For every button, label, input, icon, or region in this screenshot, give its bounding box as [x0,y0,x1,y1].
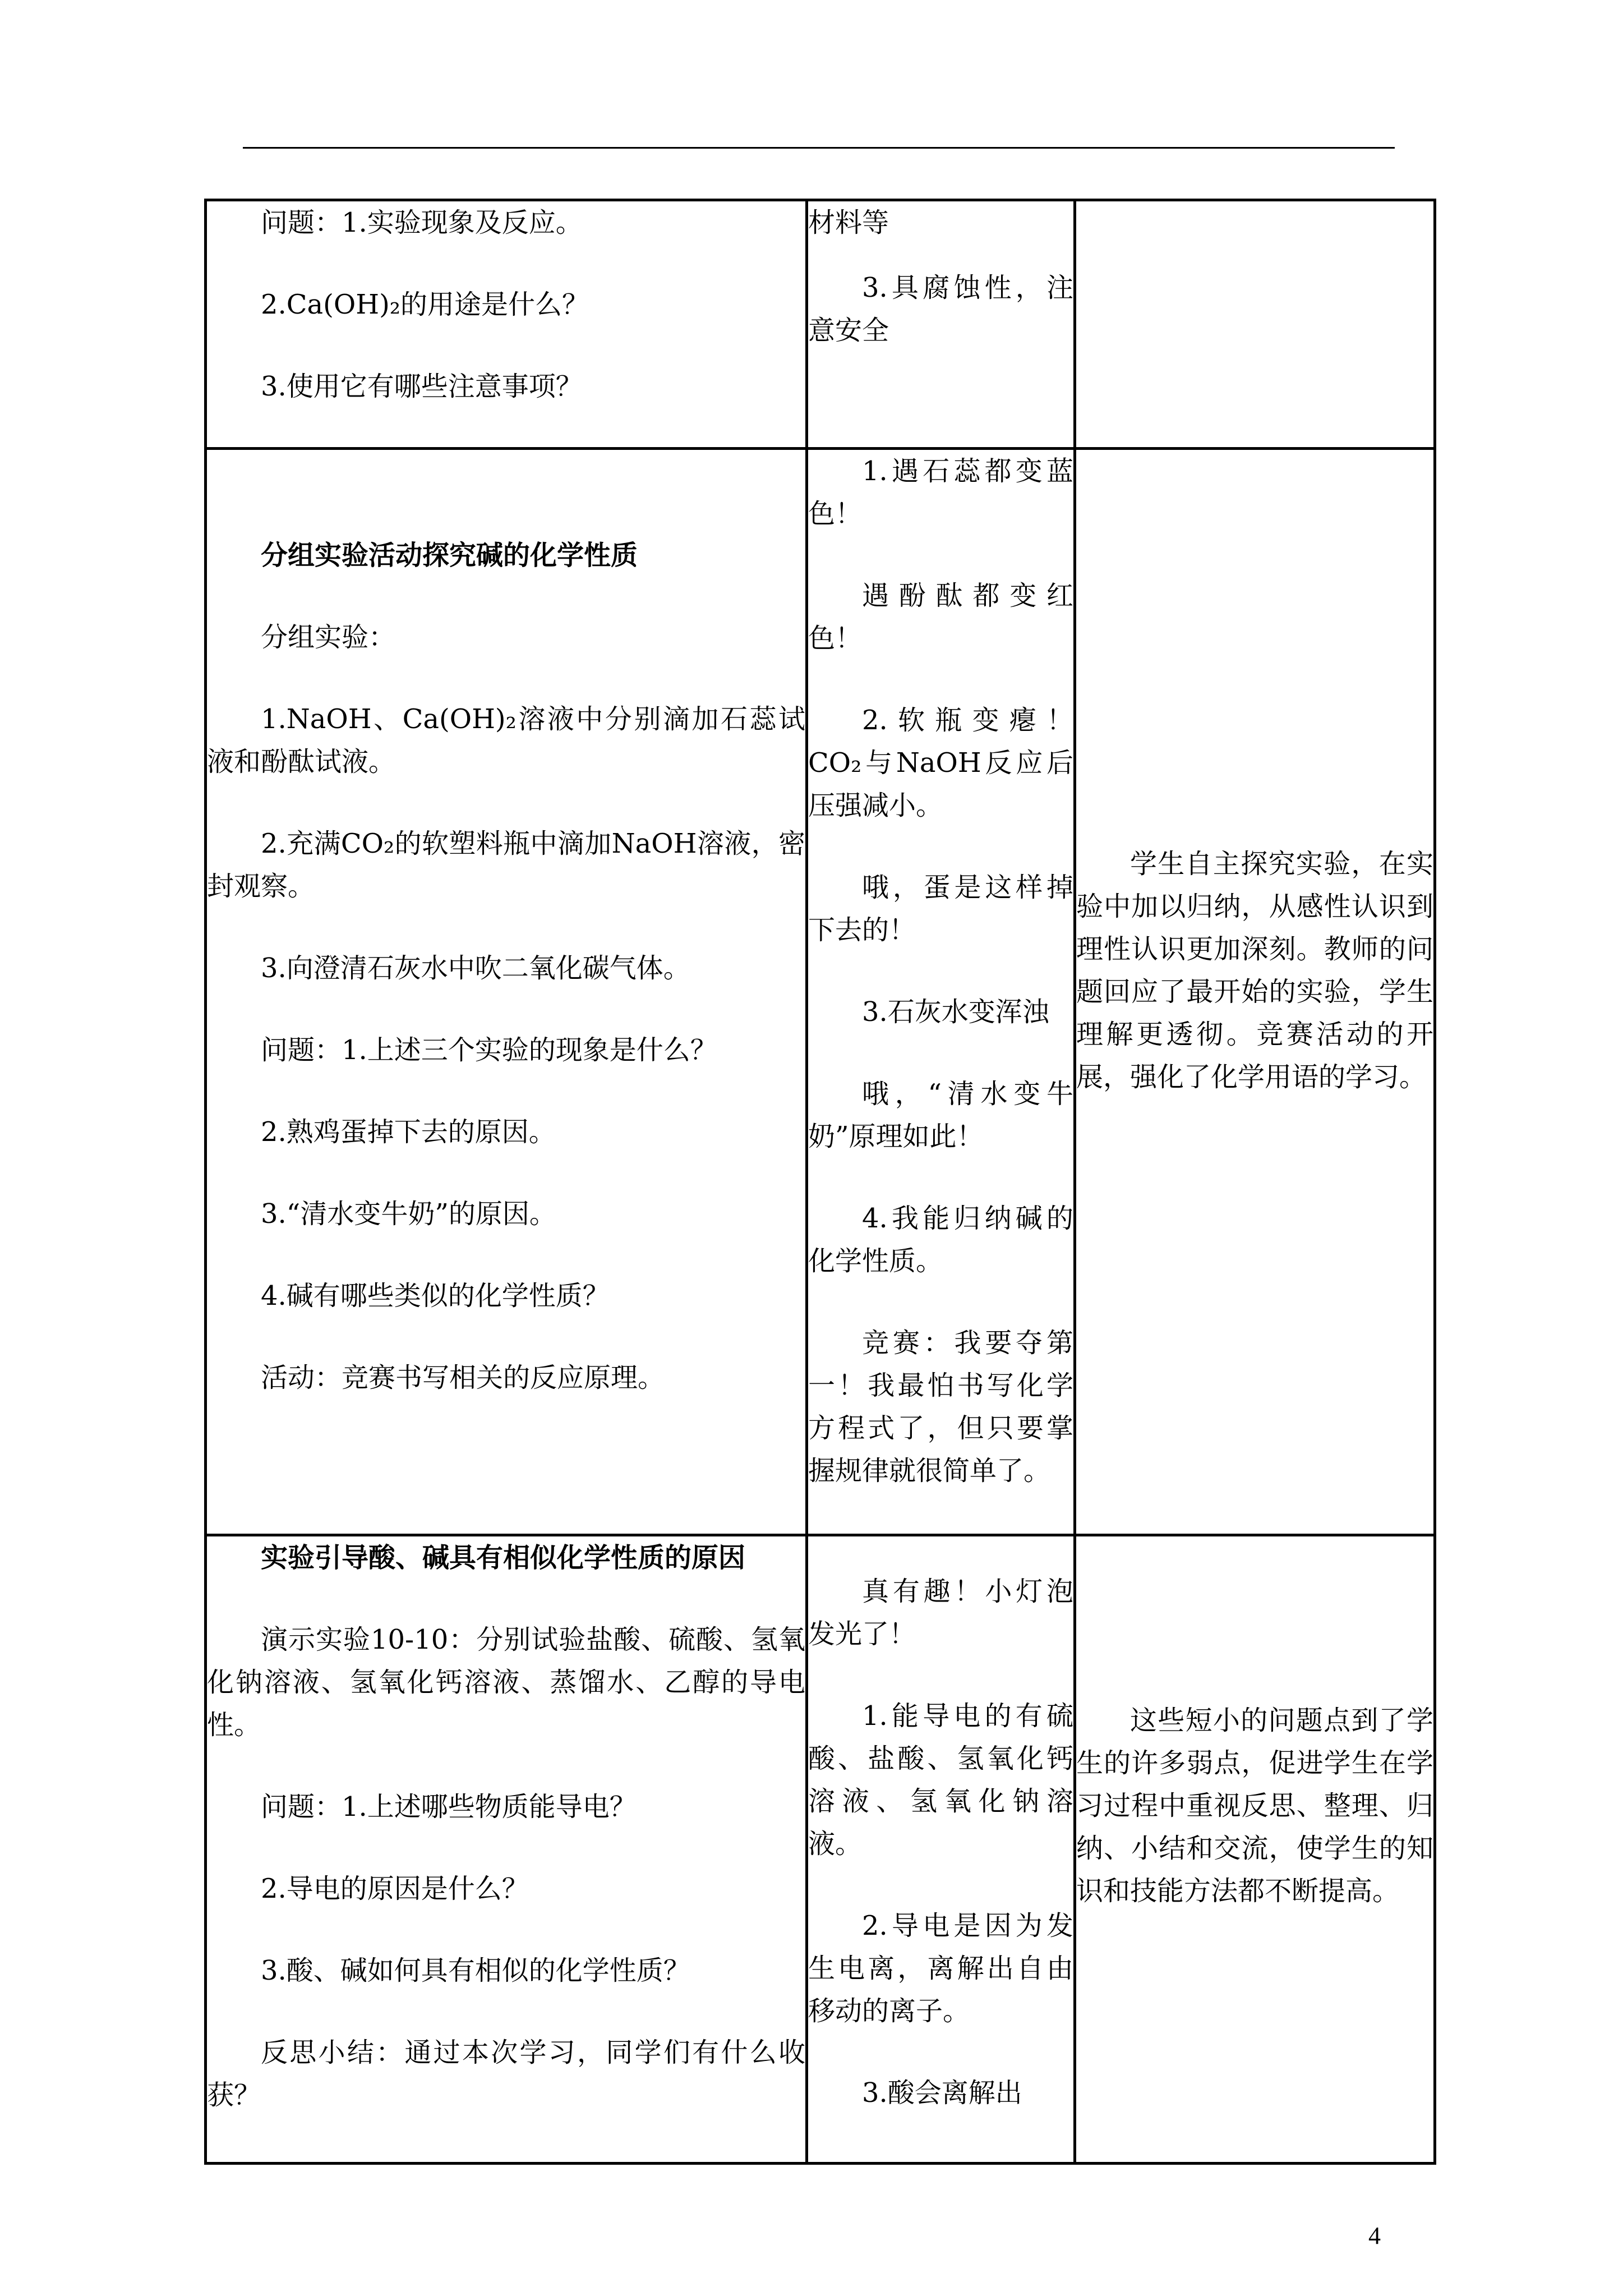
student-line: 1.遇石蕊都变蓝色！ [808,455,1073,530]
student-activity-cell [807,200,1075,449]
design-intent-text: 学生自主探究实验，在实验中加以归纳，从感性认识到理性认识更加深刻。教师的问题回应了最开始的实验，学生理解更透彻。竞赛活动的开展，强化了化学用语的学习。 [1076,848,1433,1093]
activity-line: 活动：竞赛书写相关的反应原理。 [261,1362,665,1393]
student-line: 3.酸会离解出 [862,2077,1022,2109]
activity-line: 分组实验： [261,622,396,653]
question-line: 2.Ca(OH)₂的用途是什么？ [261,289,589,320]
activity-line: 3.向澄清石灰水中吹二氧化碳气体。 [261,953,690,984]
student-line: 3.具腐蚀性，注意安全 [808,272,1073,346]
activity-line: 反思小结：通过本次学习，同学们有什么收获？ [207,2037,805,2111]
question-line: 3.使用它有哪些注意事项？ [261,371,583,402]
teacher-activity-cell [206,449,807,1535]
student-line: 材料等 [808,207,889,238]
design-intent-cell [1075,200,1435,449]
activity-line: 2.熟鸡蛋掉下去的原因。 [261,1116,556,1148]
activity-line: 4.碱有哪些类似的化学性质？ [261,1280,610,1312]
table-row [206,1535,1435,2164]
student-line: 2.导电是因为发生电离，离解出自由移动的离子。 [808,1910,1073,2027]
activity-line: 2.导电的原因是什么？ [261,1873,529,1904]
question-line: 问题：1.实验现象及反应。 [261,207,583,238]
page-number: 4 [1368,2222,1381,2249]
student-line: 哦，蛋是这样掉下去的！ [808,872,1073,946]
activity-line: 2.充满CO₂的软塑料瓶中滴加NaOH溶液，密封观察。 [207,828,805,902]
student-line: 哦，“清水变牛奶”原理如此！ [808,1078,1073,1152]
student-line: 竞赛：我要夺第一！我最怕书写化学方程式了，但只要掌握规律就很简单了。 [808,1327,1073,1487]
student-activity-cell [807,449,1075,1535]
activity-line: 演示实验10-10：分别试验盐酸、硫酸、氢氧化钠溶液、氢氧化钙溶液、蒸馏水、乙醇的导电性。 [207,1624,805,1741]
student-line: 遇酚酞都变红色！ [808,580,1073,654]
teacher-activity-cell [206,1535,807,2164]
design-intent-cell [1075,449,1435,1535]
design-intent-cell [1075,1535,1435,2164]
activity-line: 问题：1.上述哪些物质能导电？ [261,1791,637,1823]
section-heading: 实验引导酸、碱具有相似化学性质的原因 [261,1542,746,1573]
student-line: 1.能导电的有硫酸、盐酸、氢氧化钙溶液、氢氧化钠溶液。 [808,1700,1073,1860]
lesson-plan-table [204,199,1436,2165]
section-heading: 分组实验活动探究碱的化学性质 [261,540,638,571]
activity-line: 1.NaOH、Ca(OH)₂溶液中分别滴加石蕊试液和酚酞试液。 [207,703,805,777]
table-row [206,200,1435,449]
activity-line: 3.酸、碱如何具有相似的化学性质？ [261,1955,690,1986]
activity-line: 3.“清水变牛奶”的原因。 [261,1198,556,1230]
header-rule [243,147,1395,149]
design-intent-text: 这些短小的问题点到了学生的许多弱点，促进学生在学习过程中重视反思、整理、归纳、小结和交流，使学生的知识和技能方法都不断提高。 [1076,1705,1433,1907]
teacher-activity-cell [206,200,807,449]
student-activity-cell [807,1535,1075,2164]
activity-line: 问题：1.上述三个实验的现象是什么？ [261,1034,717,1066]
student-line: 真有趣！小灯泡发光了！ [808,1576,1073,1650]
student-line: 4.我能归纳碱的化学性质。 [808,1203,1073,1277]
student-line: 3.石灰水变浑浊 [862,996,1049,1028]
table-row [206,449,1435,1535]
student-line: 2.软瓶变瘪！CO₂与NaOH反应后压强减小。 [808,705,1073,821]
